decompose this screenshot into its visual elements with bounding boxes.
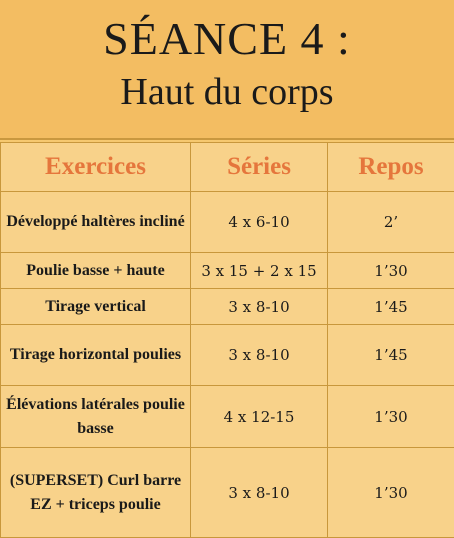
page-header <box>0 0 454 140</box>
rest-cell: 1’45 <box>328 325 454 386</box>
series-cell: 4 x 6-10 <box>191 192 328 253</box>
series-cell: 4 x 12-15 <box>191 386 328 448</box>
table-row <box>1 448 454 538</box>
exercise-cell: Poulie basse + haute <box>1 253 191 289</box>
page-title: SÉANCE 4 : <box>0 12 454 65</box>
table-row <box>1 253 454 289</box>
series-cell: 3 x 15 + 2 x 15 <box>191 253 328 289</box>
table-row <box>1 386 454 448</box>
workout-table <box>0 142 454 538</box>
exercise-cell: Élévations latérales poulie basse <box>1 386 191 448</box>
rest-cell: 2’ <box>328 192 454 253</box>
series-cell: 3 x 8-10 <box>191 289 328 325</box>
rest-cell: 1’30 <box>328 253 454 289</box>
series-cell: 3 x 8-10 <box>191 448 328 538</box>
exercise-cell: Tirage vertical <box>1 289 191 325</box>
column-header-exercises: Exercices <box>1 143 191 192</box>
page-subtitle: Haut du corps <box>0 70 454 114</box>
rest-cell: 1’30 <box>328 386 454 448</box>
table-row <box>1 289 454 325</box>
rest-cell: 1’30 <box>328 448 454 538</box>
table-header-row <box>1 143 454 192</box>
table-row <box>1 325 454 386</box>
column-header-rest: Repos <box>328 143 454 192</box>
exercise-cell: Tirage horizontal poulies <box>1 325 191 386</box>
exercise-cell: (SUPERSET) Curl barre EZ + triceps poulie <box>1 448 191 538</box>
exercise-cell: Développé haltères incliné <box>1 192 191 253</box>
column-header-series: Séries <box>191 143 328 192</box>
table-row <box>1 192 454 253</box>
series-cell: 3 x 8-10 <box>191 325 328 386</box>
rest-cell: 1’45 <box>328 289 454 325</box>
